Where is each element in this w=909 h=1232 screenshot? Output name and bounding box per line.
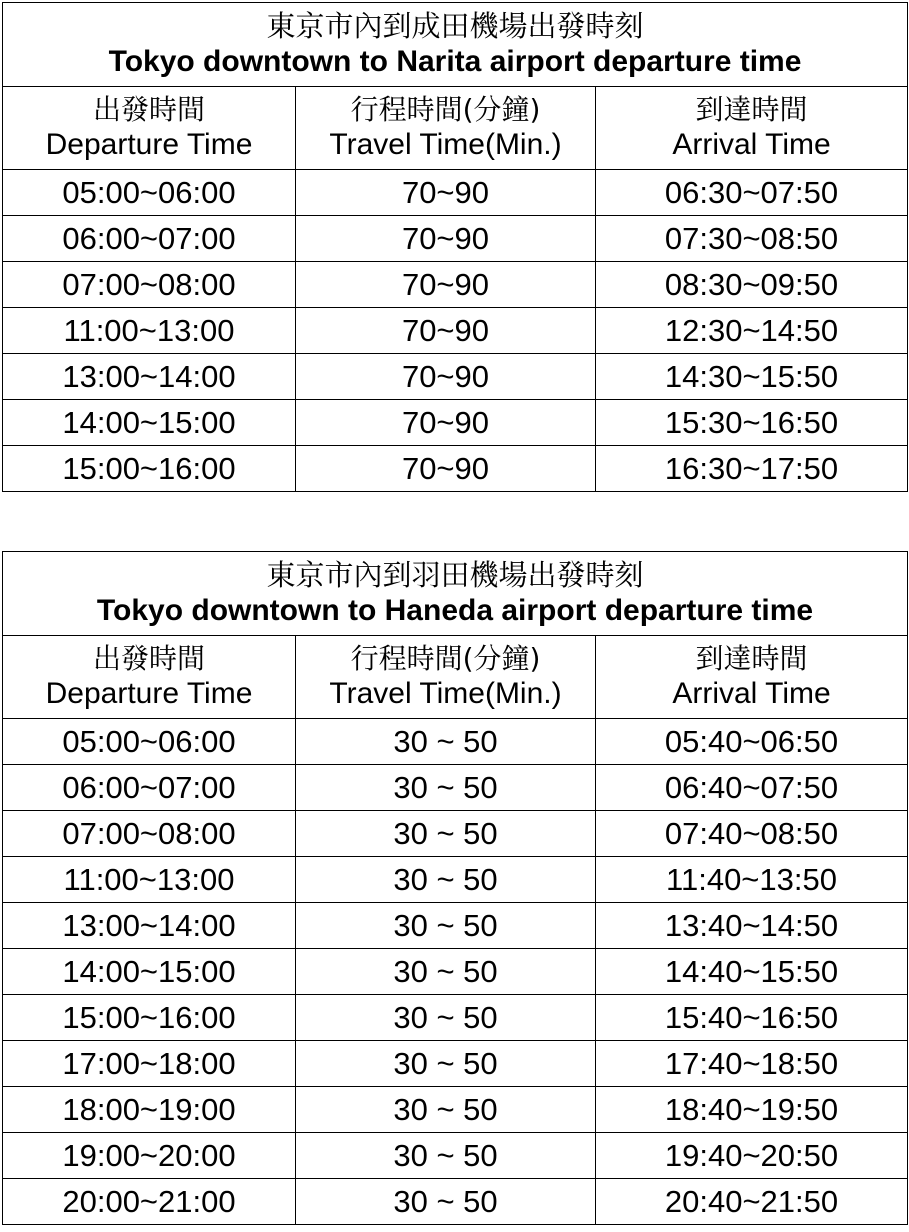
travel-cell: 70~90 (296, 262, 596, 308)
table-row (3, 857, 908, 903)
table-row (3, 308, 908, 354)
departure-cell: 05:00~06:00 (3, 719, 296, 765)
table-row (3, 719, 908, 765)
departure-cell: 13:00~14:00 (3, 903, 296, 949)
header-zh: 行程時間(分鐘) (350, 92, 541, 126)
narita-title-en: Tokyo downtown to Narita airport departure time (108, 44, 802, 78)
departure-cell: 14:00~15:00 (3, 949, 296, 995)
departure-cell: 06:00~07:00 (3, 765, 296, 811)
arrival-cell: 20:40~21:50 (596, 1179, 908, 1225)
narita-title-zh: 東京市內到成田機場出發時刻 (266, 8, 644, 43)
travel-cell: 30 ~ 50 (296, 765, 596, 811)
travel-cell: 30 ~ 50 (296, 1179, 596, 1225)
travel-cell: 70~90 (296, 446, 596, 492)
arrival-cell: 14:30~15:50 (596, 354, 908, 400)
departure-cell: 17:00~18:00 (3, 1041, 296, 1087)
narita-header-travel (296, 87, 596, 170)
header-en: Travel Time(Min.) (329, 676, 562, 710)
travel-cell: 70~90 (296, 170, 596, 216)
arrival-cell: 19:40~20:50 (596, 1133, 908, 1179)
arrival-cell: 07:40~08:50 (596, 811, 908, 857)
table-row (3, 446, 908, 492)
travel-cell: 30 ~ 50 (296, 1087, 596, 1133)
departure-cell: 18:00~19:00 (3, 1087, 296, 1133)
departure-cell: 20:00~21:00 (3, 1179, 296, 1225)
narita-title (3, 3, 908, 87)
haneda-header-travel (296, 636, 596, 719)
header-en: Departure Time (45, 676, 253, 710)
departure-cell: 05:00~06:00 (3, 170, 296, 216)
narita-header-departure (3, 87, 296, 170)
departure-cell: 14:00~15:00 (3, 400, 296, 446)
table-row (3, 1133, 908, 1179)
arrival-cell: 07:30~08:50 (596, 216, 908, 262)
arrival-cell: 12:30~14:50 (596, 308, 908, 354)
travel-cell: 30 ~ 50 (296, 811, 596, 857)
header-en: Arrival Time (672, 127, 831, 161)
departure-cell: 07:00~08:00 (3, 811, 296, 857)
travel-cell: 70~90 (296, 354, 596, 400)
travel-cell: 30 ~ 50 (296, 719, 596, 765)
departure-cell: 13:00~14:00 (3, 354, 296, 400)
table-row (3, 903, 908, 949)
table-row (3, 170, 908, 216)
haneda-header-departure (3, 636, 296, 719)
arrival-cell: 13:40~14:50 (596, 903, 908, 949)
narita-timetable (2, 2, 908, 492)
arrival-cell: 06:30~07:50 (596, 170, 908, 216)
table-row (3, 354, 908, 400)
departure-cell: 06:00~07:00 (3, 216, 296, 262)
header-zh: 到達時間 (695, 641, 808, 675)
arrival-cell: 15:30~16:50 (596, 400, 908, 446)
haneda-header-arrival (596, 636, 908, 719)
travel-cell: 30 ~ 50 (296, 903, 596, 949)
header-zh: 行程時間(分鐘) (350, 641, 541, 675)
departure-cell: 07:00~08:00 (3, 262, 296, 308)
table-row (3, 1041, 908, 1087)
header-zh: 到達時間 (695, 92, 808, 126)
table-row (3, 262, 908, 308)
haneda-title (3, 552, 908, 636)
departure-cell: 15:00~16:00 (3, 995, 296, 1041)
narita-header-arrival (596, 87, 908, 170)
table-row (3, 400, 908, 446)
header-en: Departure Time (45, 127, 253, 161)
departure-cell: 19:00~20:00 (3, 1133, 296, 1179)
departure-cell: 15:00~16:00 (3, 446, 296, 492)
header-zh: 出發時間 (92, 641, 205, 675)
travel-cell: 70~90 (296, 308, 596, 354)
travel-cell: 70~90 (296, 216, 596, 262)
arrival-cell: 17:40~18:50 (596, 1041, 908, 1087)
travel-cell: 30 ~ 50 (296, 1041, 596, 1087)
travel-cell: 30 ~ 50 (296, 857, 596, 903)
arrival-cell: 06:40~07:50 (596, 765, 908, 811)
header-en: Arrival Time (672, 676, 831, 710)
haneda-title-en: Tokyo downtown to Haneda airport departure time (96, 593, 814, 627)
header-en: Travel Time(Min.) (329, 127, 562, 161)
table-row (3, 995, 908, 1041)
travel-cell: 30 ~ 50 (296, 995, 596, 1041)
haneda-timetable (2, 551, 908, 1225)
table-row (3, 811, 908, 857)
table-row (3, 1179, 908, 1225)
table-row (3, 949, 908, 995)
arrival-cell: 05:40~06:50 (596, 719, 908, 765)
haneda-title-zh: 東京市內到羽田機場出發時刻 (266, 557, 644, 592)
arrival-cell: 11:40~13:50 (596, 857, 908, 903)
arrival-cell: 18:40~19:50 (596, 1087, 908, 1133)
arrival-cell: 16:30~17:50 (596, 446, 908, 492)
header-zh: 出發時間 (92, 92, 205, 126)
arrival-cell: 15:40~16:50 (596, 995, 908, 1041)
departure-cell: 11:00~13:00 (3, 857, 296, 903)
table-row (3, 216, 908, 262)
travel-cell: 70~90 (296, 400, 596, 446)
arrival-cell: 14:40~15:50 (596, 949, 908, 995)
travel-cell: 30 ~ 50 (296, 949, 596, 995)
table-row (3, 1087, 908, 1133)
table-row (3, 765, 908, 811)
arrival-cell: 08:30~09:50 (596, 262, 908, 308)
travel-cell: 30 ~ 50 (296, 1133, 596, 1179)
departure-cell: 11:00~13:00 (3, 308, 296, 354)
